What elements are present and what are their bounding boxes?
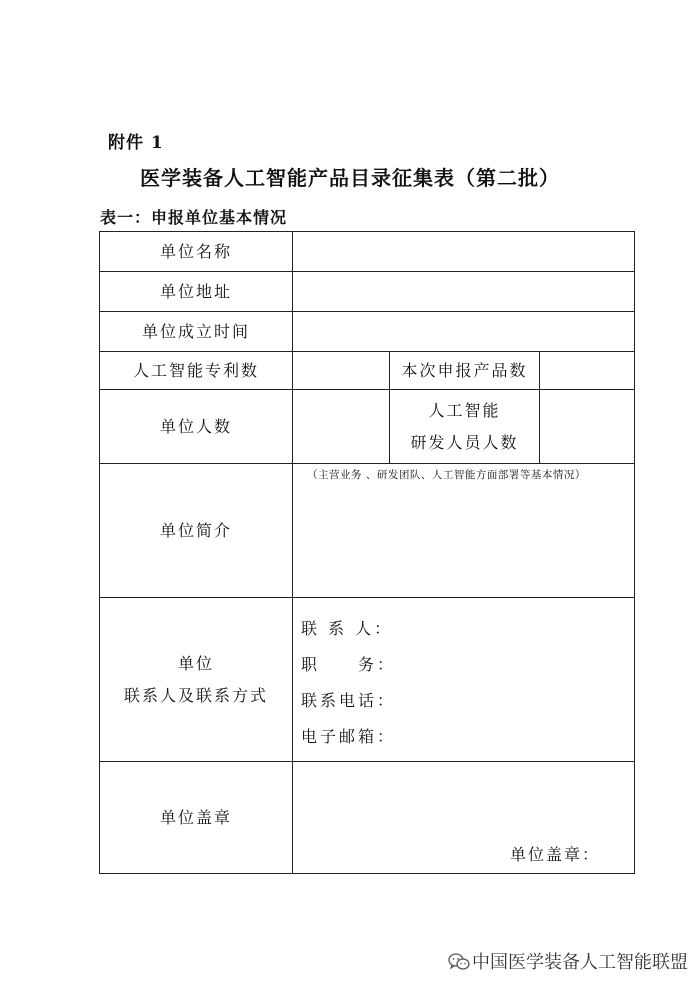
table-subtitle: 表一：申报单位基本情况 <box>100 208 288 227</box>
table-row <box>100 312 635 352</box>
wechat-icon <box>448 953 470 971</box>
ai-rd-staff-label <box>390 390 540 464</box>
table-row <box>100 390 635 464</box>
ai-rd-staff-label-line2: 研发人员人数 <box>410 432 519 452</box>
contact-person-label: 联 系 人： <box>301 619 394 638</box>
email-label: 电子邮箱： <box>301 727 397 746</box>
watermark <box>448 948 688 974</box>
contact-label <box>100 598 293 762</box>
seal-field[interactable] <box>293 762 635 874</box>
contact-field[interactable] <box>293 598 635 762</box>
unit-intro-label: 单位简介 <box>100 464 293 598</box>
ai-rd-staff-field[interactable] <box>540 390 635 464</box>
application-form-table <box>99 231 635 874</box>
phone-label: 联系电话： <box>301 691 397 710</box>
established-time-field[interactable] <box>293 312 635 352</box>
ai-patents-field[interactable] <box>293 352 390 390</box>
contact-label-line2: 联系人及联系方式 <box>123 685 268 705</box>
contact-label-line1: 单位 <box>177 653 214 673</box>
products-count-field[interactable] <box>540 352 635 390</box>
unit-address-field[interactable] <box>293 272 635 312</box>
table-row <box>100 272 635 312</box>
established-time-label: 单位成立时间 <box>100 312 293 352</box>
intro-hint: （主营业务 、研发团队、人工智能方面部署等基本情况） <box>307 469 586 481</box>
products-count-label: 本次申报产品数 <box>390 352 540 390</box>
ai-patents-label: 人工智能专利数 <box>100 352 293 390</box>
annex-label: 附件 1 <box>108 133 164 153</box>
table-row <box>100 352 635 390</box>
unit-staff-label: 单位人数 <box>100 390 293 464</box>
position-label: 职 务： <box>301 655 397 674</box>
unit-intro-field[interactable] <box>293 464 635 598</box>
unit-staff-field[interactable] <box>293 390 390 464</box>
table-row <box>100 232 635 272</box>
table-row <box>100 464 635 598</box>
seal-label: 单位盖章 <box>100 762 293 874</box>
ai-rd-staff-label-line1: 人工智能 <box>428 400 501 420</box>
seal-sign-label: 单位盖章： <box>510 845 601 864</box>
table-row <box>100 762 635 874</box>
unit-address-label: 单位地址 <box>100 272 293 312</box>
table-row <box>100 598 635 762</box>
unit-name-label: 单位名称 <box>100 232 293 272</box>
watermark-text: 中国医学装备人工智能联盟 <box>472 952 688 973</box>
page-title: 医学装备人工智能产品目录征集表（第二批） <box>140 166 560 190</box>
unit-name-field[interactable] <box>293 232 635 272</box>
